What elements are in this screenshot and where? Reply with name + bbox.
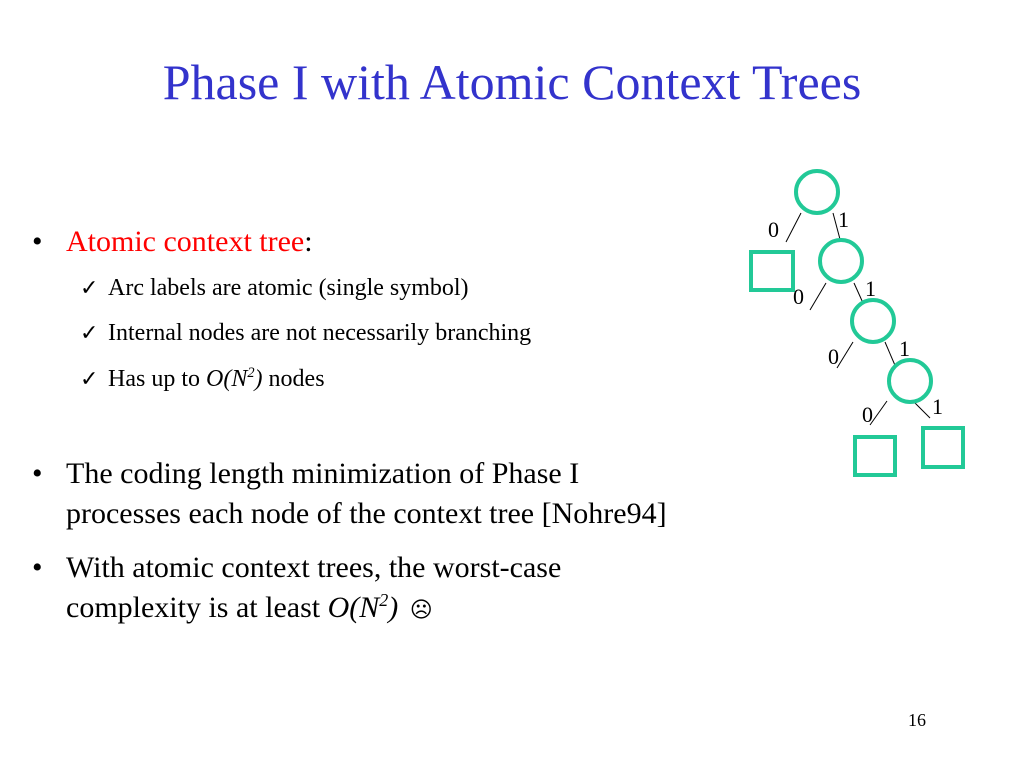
tree-nodes bbox=[751, 171, 963, 475]
page-number: 16 bbox=[908, 710, 926, 730]
tree-arc bbox=[913, 401, 930, 418]
tree-arc bbox=[786, 213, 801, 242]
bullet-line-1: The coding length minimization of Phase I bbox=[66, 457, 580, 490]
big-o-exponent: 2 bbox=[379, 590, 389, 610]
subitem-arc-labels bbox=[80, 273, 469, 304]
check-icon: ✓ bbox=[80, 367, 99, 392]
internal-node bbox=[796, 171, 838, 213]
check-icon: ✓ bbox=[80, 276, 99, 301]
subitem-text: Arc labels are atomic (single symbol) bbox=[108, 275, 469, 301]
big-o-base: O(N bbox=[327, 591, 380, 624]
internal-node bbox=[820, 240, 862, 282]
check-icon: ✓ bbox=[80, 321, 99, 346]
big-o-expression bbox=[328, 591, 399, 624]
arc-label: 0 bbox=[768, 217, 779, 242]
slide-title: Phase I with Atomic Context Trees bbox=[162, 54, 862, 110]
bullet-line-2: processes each node of the context tree [Nohre94] bbox=[66, 497, 667, 530]
subitem-text: Internal nodes are not necessarily branching bbox=[108, 320, 532, 346]
arc-label: 1 bbox=[865, 276, 876, 301]
subitem-prefix: Has up to bbox=[108, 366, 206, 392]
big-o-close: ) bbox=[388, 591, 399, 624]
big-o-base: O(N bbox=[206, 366, 248, 392]
leaf-node bbox=[855, 437, 895, 475]
highlighted-term: Atomic context tree bbox=[66, 225, 305, 258]
arc-label: 0 bbox=[793, 284, 804, 309]
tree-arc bbox=[854, 283, 863, 303]
arc-label: 0 bbox=[828, 344, 839, 369]
leaf-node bbox=[751, 252, 793, 290]
context-tree-diagram bbox=[720, 160, 980, 490]
tree-arc bbox=[810, 283, 826, 310]
internal-node bbox=[889, 360, 931, 402]
bullet-line-1: With atomic context trees, the worst-case bbox=[66, 551, 562, 584]
big-o-close: ) bbox=[254, 366, 263, 392]
subitem-internal-nodes bbox=[80, 318, 531, 349]
bullet-dot: • bbox=[32, 551, 43, 584]
frown-icon: ☹ bbox=[409, 598, 433, 623]
bullet-dot: • bbox=[32, 457, 43, 490]
arc-label: 1 bbox=[899, 336, 910, 361]
bullet-text bbox=[66, 454, 667, 534]
big-o-exponent: 2 bbox=[247, 365, 255, 381]
internal-node bbox=[852, 300, 894, 342]
bullet-line-2: complexity is at least bbox=[66, 591, 328, 624]
subitem-suffix: nodes bbox=[262, 366, 325, 392]
big-o-expression bbox=[206, 366, 263, 392]
arc-label: 0 bbox=[862, 402, 873, 427]
bullet-suffix: : bbox=[304, 225, 313, 258]
bullet-text bbox=[66, 222, 313, 262]
arc-label: 1 bbox=[838, 207, 849, 232]
subitem-node-count bbox=[80, 364, 325, 395]
leaf-node bbox=[923, 428, 963, 467]
arc-label: 1 bbox=[932, 394, 943, 419]
bullet-text bbox=[66, 548, 561, 631]
bullet-dot: • bbox=[32, 225, 43, 258]
tree-arc bbox=[837, 342, 853, 368]
